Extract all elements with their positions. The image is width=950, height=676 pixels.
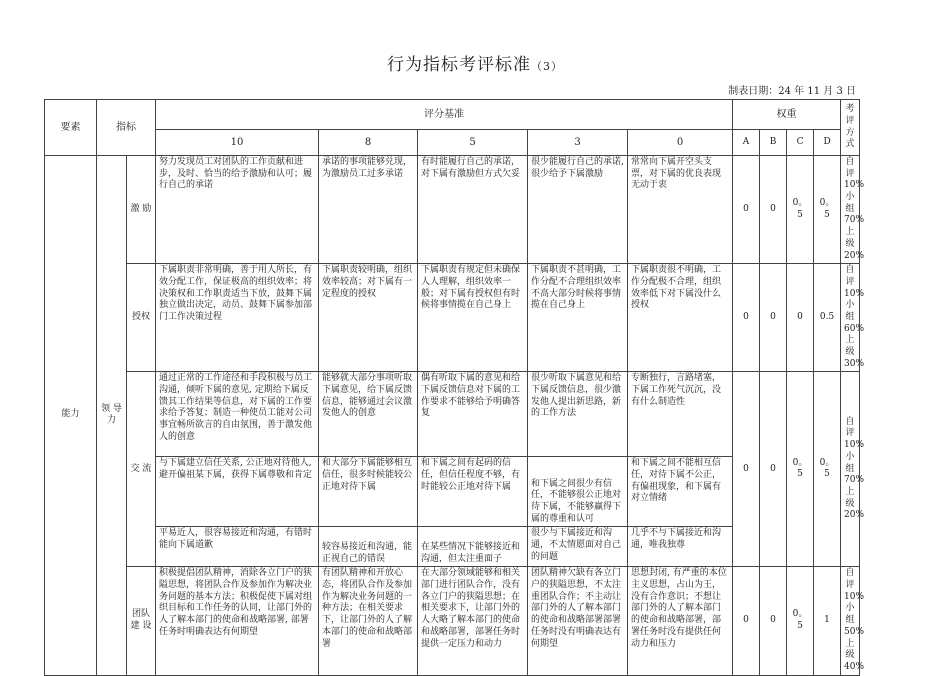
criteria-cell: 通过正常的工作途径和手段积极与员工沟通，倾听下属的意见, 定期给下属反馈其工作结果等信息，对下属的工作要求给予答复；制造一种使员工能对公司事宜畅所欲言的自由氛围，善于激发他人的创意 (156, 372, 319, 457)
criteria-cell: 很少听取下属意见和给下属反馈信息，很少激发他人提出新思路，新的工作方法 (528, 372, 628, 457)
criteria-cell: 常常向下属开空头支票，对下属的优良表现无动于衷 (628, 156, 733, 264)
criteria-cell: 较容易接近和沟通，能正视自己的错误 (319, 527, 418, 567)
weight-cell: 0。5 (814, 156, 841, 264)
criteria-cell: 有时能履行自己的承诺，对下属有激励但方式欠妥 (418, 156, 528, 264)
criteria-cell: 下属职责很不明确，工作分配极不合理，组织效率低下对下属没什么授权 (628, 264, 733, 372)
weight-cell: 0 (760, 156, 787, 264)
criteria-cell: 和下属之间有起码的信任，但信任程度不够，有时能较公正地对待下属 (418, 457, 528, 527)
header-weight: 权重 (733, 100, 841, 130)
criteria-cell: 与下属建立信任关系, 公正地对待他人, 避开偏祖某下属，获得下属尊敬和肯定 (156, 457, 319, 527)
criteria-cell: 团队精神欠缺有各立门户的狭隘思想，不太注重团队合作；不主动让部门外的人了解本部门的使命和战略部署部署任务时没有明确表达有何期望 (528, 567, 628, 675)
criteria-cell: 承诺的事项能够兑现，为激励员工过多承诺 (319, 156, 418, 264)
criteria-cell: 和大部分下属能够相互信任，很多时候能较公正地对待下属 (319, 457, 418, 527)
weight-cell: 0 (733, 372, 760, 567)
weight-cell: 0 (733, 567, 760, 675)
header-factor: 要素 (45, 100, 97, 156)
header-weight-d: D (814, 130, 841, 156)
method-cell: 自评 10% 小组 60% 上级 30% (841, 264, 860, 372)
group-cell: 领 导 力 (97, 156, 127, 676)
factor-cell: 能力 (45, 156, 97, 676)
weight-cell: 0 (787, 264, 814, 372)
criteria-cell: 偶有听取下属的意见和给下属反馈信息对下属的工作要求不能够给予明确答复 (418, 372, 528, 457)
weight-cell: 0。5 (814, 372, 841, 567)
criteria-cell: 努力发现员工对团队的工作贡献和进步，及时、恰当的给予激励和认可；履行自己的承诺 (156, 156, 319, 264)
criteria-cell: 下属职责有规定但未确保人人理解，组织效率一般；对下属有授权但有时候将事情揽在自己身上 (418, 264, 528, 372)
header-criteria: 评分基准 (156, 100, 733, 130)
criteria-cell: 很少能履行自己的承诺, 很少给予下属激励 (528, 156, 628, 264)
header-weight-b: B (760, 130, 787, 156)
header-weight-c: C (787, 130, 814, 156)
weight-cell: 0 (733, 156, 760, 264)
criteria-cell: 和下属之间很少有信任，不能够很公正地对待下属，不能够赢得下属的尊重和认可 (528, 457, 628, 527)
header-indicator: 指标 (97, 100, 156, 156)
indicator-name: 团队建 设 (127, 567, 156, 675)
criteria-cell: 下属职责不甚明确，工作分配不合理组织效率不高大部分时候将事情揽在自己身上 (528, 264, 628, 372)
indicator-name: 授权 (127, 264, 156, 372)
header-score-3: 3 (528, 130, 628, 156)
weight-cell: 1 (814, 567, 841, 675)
weight-cell: 0。5 (787, 567, 814, 675)
indicator-name: 交 流 (127, 372, 156, 567)
indicator-name: 激 励 (127, 156, 156, 264)
header-method: 考评方式 (841, 100, 860, 156)
criteria-cell: 积极提倡团队精神，消除各立门户的狭隘思想，将团队合作及参加作为解决业务问题的基本方法；积极促使下属对组织目标和工作任务的认同，让部门外的人了解本部门的使命和战略部署, 部署任务时明确表达有何期望 (156, 567, 319, 675)
criteria-cell: 在大部分领域能够和相关部门进行团队合作，没有各立门户的狭隘思想；在相关要求下，让部门外的人大略了解本部门的使命和战略部署，部署任务时提供一定压力和动力 (418, 567, 528, 675)
weight-cell: 0 (733, 264, 760, 372)
weight-cell: 0 (760, 567, 787, 675)
weight-cell: 0.5 (814, 264, 841, 372)
criteria-cell: 和下属之间不能相互信任，对待下属不公正，有偏祖现象，和下属有对立情绪 (628, 457, 733, 527)
criteria-cell: 能够就大部分事项听取下属意见，给下属反馈信息，能够通过会议激发他人的创意 (319, 372, 418, 457)
criteria-cell: 几乎不与下属接近和沟通，唯我独尊 (628, 527, 733, 567)
method-cell: 自评 10% 小组 50% 上级 40% (841, 567, 860, 675)
header-weight-a: A (733, 130, 760, 156)
criteria-cell: 专断独行，言路堵塞，下属工作死气沉沉，没有什么制造性 (628, 372, 733, 457)
header-score-10: 10 (156, 130, 319, 156)
criteria-cell: 平易近人，很容易接近和沟通，有错时能向下属道歉 (156, 527, 319, 567)
weight-cell: 0 (760, 264, 787, 372)
criteria-table (44, 99, 865, 676)
method-cell: 自评 10% 小组 70% 上级 20% (841, 372, 860, 567)
page-title: 行为指标考评标准（3） (387, 55, 563, 75)
header-score-5: 5 (418, 130, 528, 156)
weight-cell: 0。5 (787, 156, 814, 264)
criteria-cell: 很少与下属接近和沟通，不太情愿面对自己的问题 (528, 527, 628, 567)
header-score-0: 0 (628, 130, 733, 156)
weight-cell: 0。5 (787, 372, 814, 567)
criteria-cell: 下属职责非常明确，善于用人所长，有效分配工作，保证极高的组织效率；将决策权和工作职责适当下放，鼓舞下属独立做出决定，动员、鼓舞下属参加部门工作决策过程 (156, 264, 319, 372)
criteria-cell: 下属职责较明确，组织效率较高；对下属有一定程度的授权 (319, 264, 418, 372)
table-date: 制表日期：24 年 11 月 3 日 (728, 86, 856, 97)
weight-cell: 0 (760, 372, 787, 567)
criteria-cell: 思想封闭, 有严重的本位主义思想，占山为王，没有合作意识；不想让部门外的人了解本部门的使命和战略部署，部署任务时没有提供任何动力和压力 (628, 567, 733, 675)
criteria-cell: 有团队精神和开放心态，将团队合作及参加作为解决业务问题的一种方法；在相关要求下，让部门外的人了解本部门的使命和战略部署 (319, 567, 418, 675)
method-cell: 自评 10% 小组 70% 上级 20% (841, 156, 860, 264)
criteria-cell: 在某些情况下能够接近和沟通，但太注重面子 (418, 527, 528, 567)
header-score-8: 8 (319, 130, 418, 156)
